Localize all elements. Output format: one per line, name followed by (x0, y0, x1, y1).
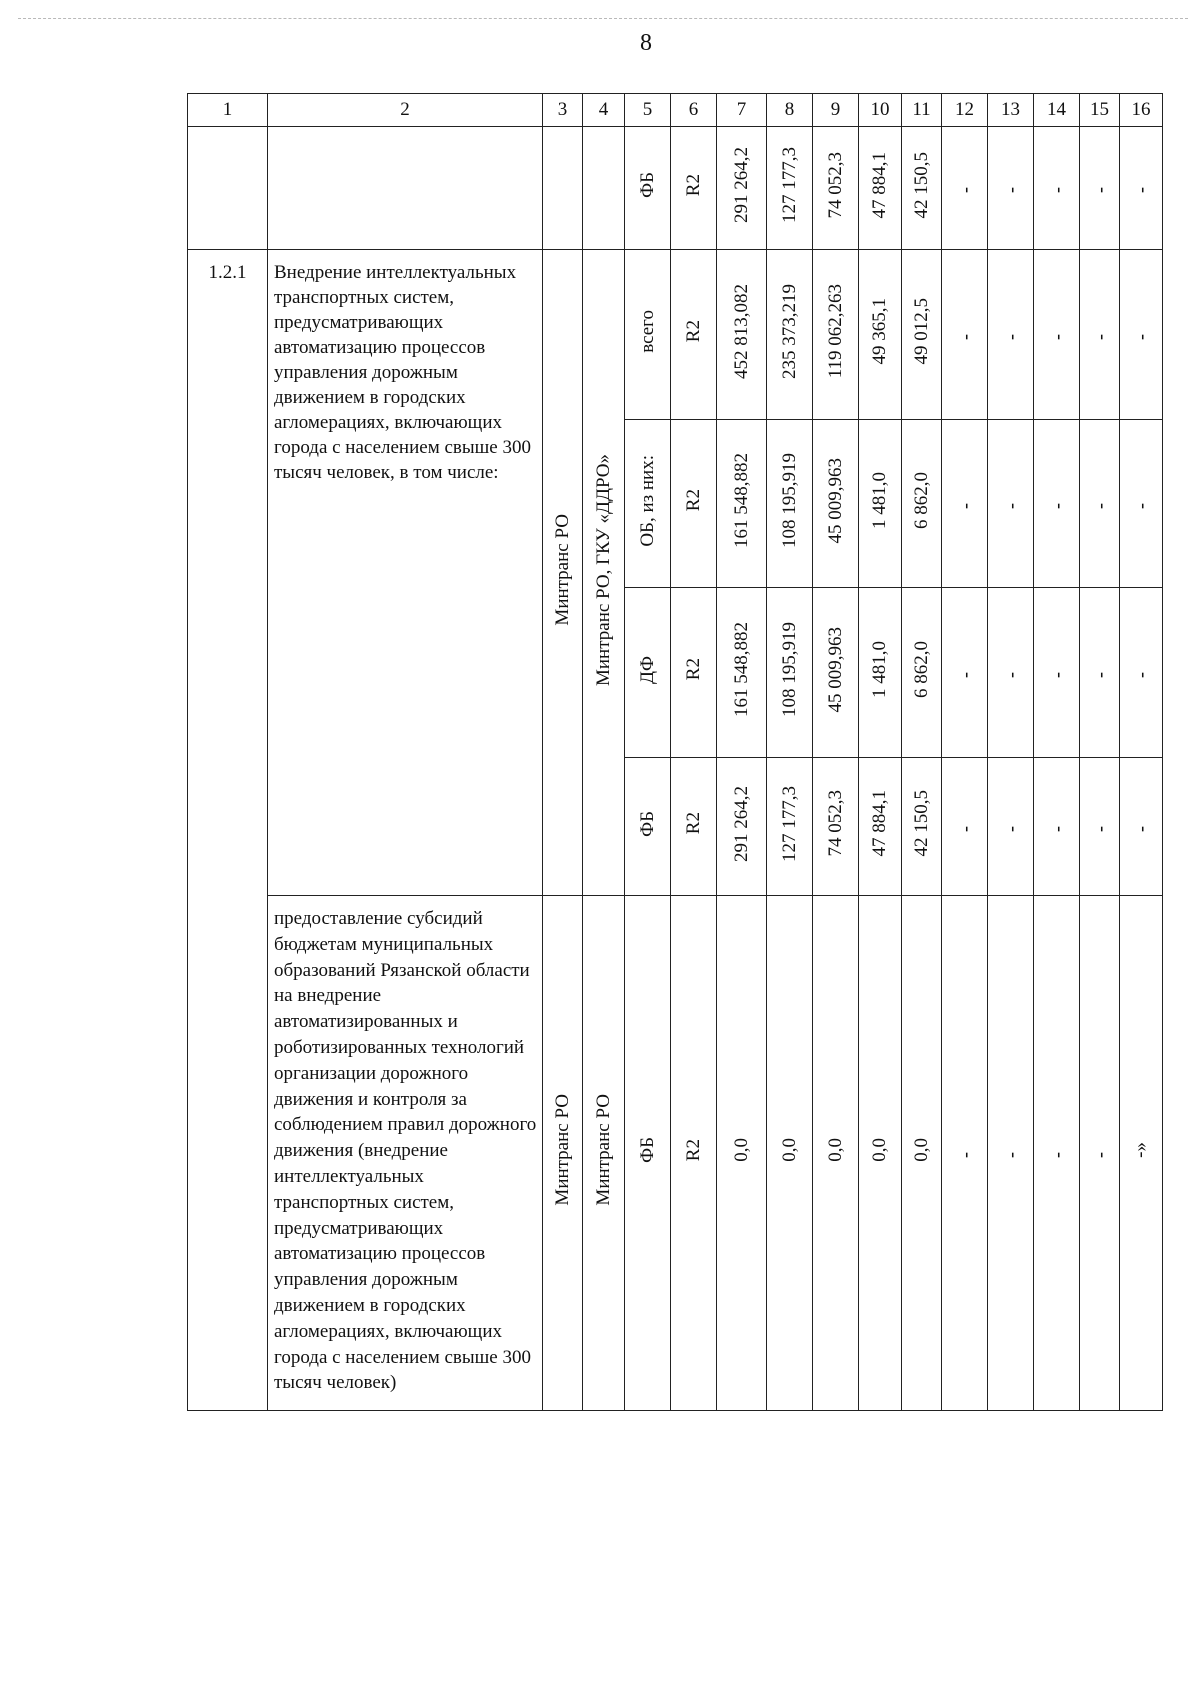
empty-value: - (1046, 825, 1067, 832)
fund-source: всего (636, 310, 658, 353)
executor-cell (583, 127, 625, 250)
empty-value: - (1131, 671, 1151, 678)
header-cell: 9 (813, 94, 859, 127)
end-mark: -» (1130, 1142, 1151, 1158)
value-cell: 74 052,3 (824, 790, 846, 857)
value-cell: 74 052,3 (824, 151, 846, 219)
value-cell: 291 264,2 (730, 147, 752, 223)
fund-source: ФБ (636, 172, 658, 198)
empty-value: - (1131, 333, 1151, 340)
empty-value: - (1131, 825, 1151, 832)
empty-value: - (1000, 825, 1021, 832)
empty-value: - (1089, 671, 1110, 678)
budget-code: R2 (682, 658, 704, 681)
empty-value: - (1000, 502, 1021, 509)
empty-value: - (954, 502, 975, 509)
budget-code: R2 (682, 320, 704, 343)
responsible-org: Минтранс РО (551, 1094, 573, 1206)
value-cell: 0,0 (824, 1138, 846, 1162)
value-cell: 1 481,0 (869, 472, 890, 529)
item-name: Внедрение интеллектуальных транспортных систем, предусматривающих автоматизацию процессов управления дорожным движением в городских агломерациях, включающих города с населением свыше 300 тысяч человек, в том числе: (268, 250, 543, 896)
empty-value: - (1131, 187, 1151, 193)
value-cell: 1 481,0 (869, 641, 890, 698)
header-cell: 5 (625, 94, 671, 127)
empty-value: - (954, 1152, 975, 1158)
value-cell: 0,0 (910, 1138, 932, 1162)
header-row (188, 94, 1163, 127)
value-cell: 0,0 (730, 1138, 752, 1162)
value-cell: 119 062,263 (824, 284, 846, 379)
header-cell: 11 (902, 94, 942, 127)
header-cell: 15 (1080, 94, 1120, 127)
responsible-org: Минтранс РО (551, 513, 573, 626)
empty-value: - (1089, 502, 1110, 509)
header-cell: 4 (583, 94, 625, 127)
value-cell: 0,0 (778, 1138, 800, 1162)
header-cell: 8 (767, 94, 813, 127)
number-cell (188, 127, 268, 250)
value-cell: 49 012,5 (910, 298, 932, 365)
budget-code: R2 (682, 1138, 704, 1162)
value-cell: 42 150,5 (910, 790, 932, 857)
fund-source: ФБ (636, 810, 658, 837)
value-cell: 291 264,2 (730, 785, 752, 862)
value-cell: 6 862,0 (910, 472, 932, 529)
empty-value: - (1131, 502, 1151, 509)
table-row (188, 127, 1163, 250)
executor-org: Минтранс РО, ГКУ «ДДРО» (592, 453, 614, 686)
empty-value: - (1000, 671, 1021, 678)
header-cell: 1 (188, 94, 268, 127)
header-cell: 7 (717, 94, 767, 127)
empty-value: - (954, 825, 975, 832)
fund-source: ОБ, из них: (636, 454, 658, 547)
budget-code: R2 (682, 812, 704, 835)
value-cell: 49 365,1 (869, 298, 890, 365)
page-number: 8 (640, 30, 652, 56)
value-cell: 42 150,5 (910, 151, 932, 219)
empty-value: - (1089, 187, 1110, 193)
budget-code: R2 (682, 489, 704, 512)
empty-value: - (1000, 333, 1021, 340)
item-name: предоставление субсидий бюджетам муниципальных образований Рязанской области на внедрение автоматизированных и роботизированных технологий организации дорожного движения и контроля за соблюдением правил дорожного движения (внедрение интеллектуальных транспортных систем, предусматривающих автоматизацию процессов управления дорожным движением в городских агломерациях, включающих города с населением свыше 300 тысяч человек) (268, 896, 543, 1411)
executor-org: Минтранс РО (592, 1094, 614, 1206)
value-cell: 47 884,1 (869, 151, 890, 219)
header-cell: 13 (988, 94, 1034, 127)
value-cell: 161 548,882 (730, 453, 752, 548)
budget-table (187, 93, 1163, 1411)
value-cell: 108 195,919 (778, 622, 800, 717)
empty-value: - (1089, 1152, 1110, 1158)
empty-value: - (954, 333, 975, 340)
fund-source: ФБ (636, 1137, 658, 1163)
budget-code: R2 (682, 173, 704, 197)
item-number: 1.2.1 (188, 250, 268, 1411)
fund-source: ДФ (636, 655, 658, 684)
scan-edge (18, 18, 1188, 19)
empty-value: - (1046, 502, 1067, 509)
header-cell: 16 (1120, 94, 1163, 127)
header-cell: 14 (1034, 94, 1080, 127)
header-cell: 6 (671, 94, 717, 127)
empty-value: - (954, 671, 975, 678)
empty-value: - (1000, 1152, 1021, 1158)
empty-value: - (954, 187, 975, 193)
empty-value: - (1089, 333, 1110, 340)
value-cell: 127 177,3 (778, 147, 800, 223)
responsible-cell (543, 127, 583, 250)
header-cell: 12 (942, 94, 988, 127)
value-cell: 108 195,919 (778, 453, 800, 548)
value-cell: 47 884,1 (869, 790, 890, 857)
table-row (188, 896, 1163, 1411)
header-cell: 2 (268, 94, 543, 127)
header-cell: 10 (859, 94, 902, 127)
value-cell: 0,0 (869, 1138, 890, 1162)
value-cell: 6 862,0 (910, 641, 932, 698)
header-cell: 3 (543, 94, 583, 127)
value-cell: 45 009,963 (824, 626, 846, 713)
value-cell: 127 177,3 (778, 785, 800, 862)
value-cell: 161 548,882 (730, 622, 752, 717)
empty-value: - (1089, 825, 1110, 832)
name-cell (268, 127, 543, 250)
empty-value: - (1046, 671, 1067, 678)
empty-value: - (1046, 333, 1067, 340)
table-row (188, 250, 1163, 420)
value-cell: 45 009,963 (824, 457, 846, 544)
empty-value: - (1000, 187, 1021, 193)
empty-value: - (1046, 1152, 1067, 1158)
value-cell: 452 813,082 (730, 284, 752, 379)
empty-value: - (1046, 187, 1067, 193)
value-cell: 235 373,219 (778, 284, 800, 379)
